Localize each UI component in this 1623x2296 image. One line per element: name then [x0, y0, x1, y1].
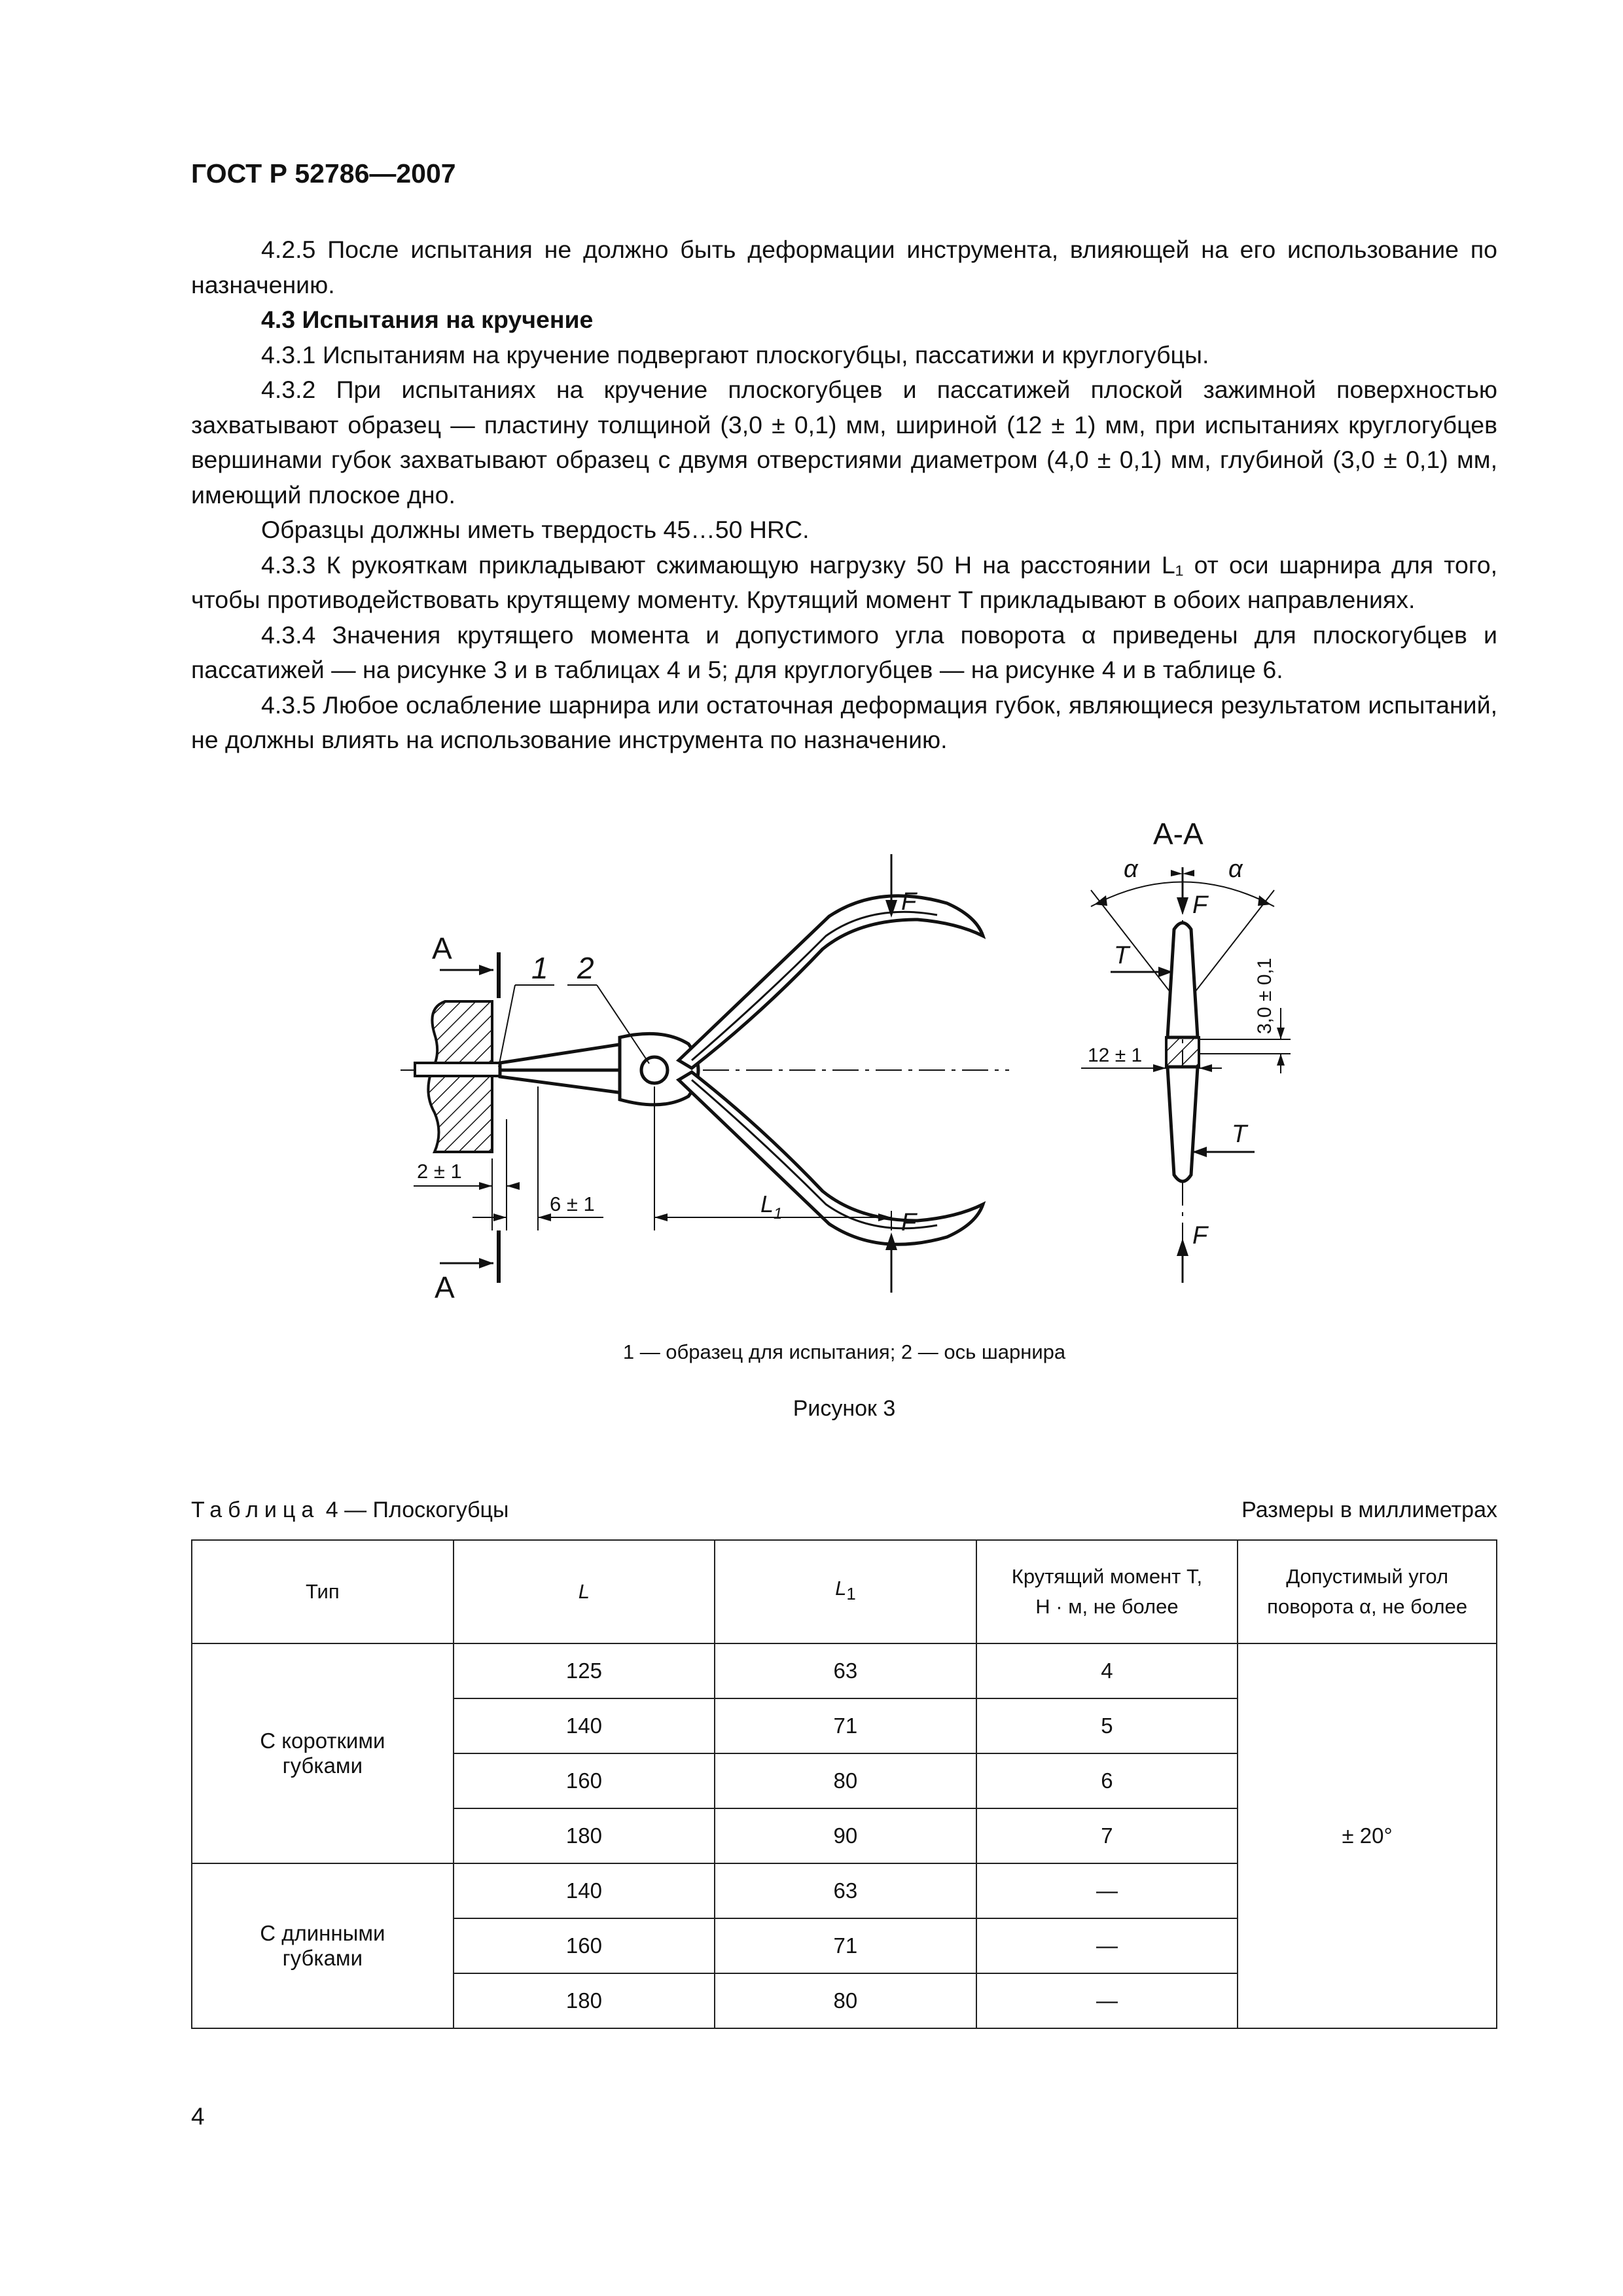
table-title: Таблица 4 — Плоскогубцы — [191, 1498, 509, 1522]
dim-2-label: 2 ± 1 — [417, 1160, 462, 1183]
section-title: А-А — [1153, 817, 1204, 851]
table-row: 160 71 — — [192, 1918, 1497, 1973]
table-row: С короткими губками 125 63 4 ± 20° — [192, 1643, 1497, 1698]
paragraph-hardness: Образцы должны иметь твердость 45…50 HRC. — [261, 516, 810, 543]
table-units: Размеры в миллиметрах — [1241, 1498, 1497, 1522]
paragraph-4-2-5: 4.2.5 После испытания не должно быть деформации инструмента, влияющей на его использование по назначению. — [191, 236, 1497, 298]
section-heading-4-3: 4.3 Испытания на кручение — [261, 306, 594, 333]
pivot-circle — [641, 1057, 668, 1083]
upper-handle — [679, 896, 983, 1068]
header-torque: Крутящий момент T, Н · м, не более — [976, 1540, 1238, 1643]
dim-30-label: 3,0 ± 0,1 — [1254, 958, 1275, 1034]
table-4 — [191, 1539, 1497, 2029]
handle-section-top — [1168, 923, 1198, 1037]
document-header: ГОСТ Р 52786—2007 — [191, 158, 456, 188]
force-label-bottom-right: F — [1192, 1222, 1208, 1249]
table-row: 180 80 — — [192, 1973, 1497, 2028]
angle-value: ± 20° — [1238, 1643, 1497, 2028]
upper-jaw — [500, 1044, 636, 1070]
table-row: С длинными губками 140 63 — — [192, 1863, 1497, 1918]
group-label-long: С длинными губками — [192, 1863, 454, 2028]
group-label-short: С короткими губками — [192, 1643, 454, 1863]
paragraph-4-3-1: 4.3.1 Испытаниям на кручение подвергают плоскогубцы, пассатижи и круглогубцы. — [261, 340, 1209, 368]
dim-6-label: 6 ± 1 — [550, 1193, 595, 1215]
header-type: Тип — [192, 1540, 454, 1643]
torque-label-top: T — [1114, 942, 1130, 969]
section-label-a-top: А — [432, 931, 452, 965]
figure-legend: 1 — образец для испытания; 2 — ось шарнира — [622, 1340, 1066, 1363]
figure-caption: Рисунок 3 — [793, 1396, 896, 1421]
table-row: 160 80 6 — [192, 1753, 1497, 1808]
header-angle: Допустимый угол поворота α, не более — [1238, 1540, 1497, 1643]
pliers-torsion-test-diagram — [191, 812, 1497, 1329]
force-label-top: F — [901, 888, 917, 916]
header-l1: $L_1$ — [715, 1540, 976, 1643]
table-row: 180 90 7 — [192, 1808, 1497, 1863]
figure-3-drawing — [191, 812, 1497, 1329]
table-header-row — [192, 1540, 1497, 1643]
force-label-bottom: F — [901, 1209, 917, 1236]
table-row: 140 71 5 — [192, 1698, 1497, 1753]
paragraph-4-3-2: 4.3.2 При испытаниях на кручение плоскогубцев и пассатижей плоской зажимной поверхностью захватывают образец — пластину толщиной (3,0 ± 0,1) мм, шириной (12 ± 1) мм, при испытаниях круглогубцев вершинами губок захватывают образец с двумя отверстиями диаметром (4,0 ± 0,1) мм, глубиной (3,0 ± 0,1) мм, имеющий плоское дно. — [191, 376, 1497, 509]
dim-l1-label: $L_1$ — [760, 1191, 783, 1223]
lower-handle — [679, 1072, 983, 1244]
callout-2-label: 2 — [577, 951, 594, 985]
callout-1-label: 1 — [531, 951, 548, 985]
alpha-label-left: α — [1124, 855, 1138, 883]
header-l: L — [454, 1540, 715, 1643]
alpha-label-right: α — [1228, 855, 1243, 883]
handle-section-bottom — [1168, 1067, 1198, 1181]
torque-label-bottom: T — [1232, 1121, 1247, 1148]
section-label-a-bottom: А — [435, 1270, 455, 1304]
callout-1-leader — [499, 985, 515, 1067]
force-label-top-right: F — [1192, 891, 1208, 919]
paragraph-4-3-5: 4.3.5 Любое ослабление шарнира или остаточная деформация губок, являющиеся результатом испытаний, не должны влиять на использование инструмента по назначению. — [191, 691, 1497, 753]
page-number: 4 — [191, 2103, 205, 2130]
specimen-section — [1166, 1037, 1199, 1067]
paragraph-4-3-3: 4.3.3 К рукояткам прикладывают сжимающую нагрузку 50 Н на расстоянии L₁ от оси шарнира для того, чтобы противодействовать крутящему моменту. Крутящий момент T прикладывают в обоих направлениях. — [191, 550, 1497, 613]
paragraph-4-3-4: 4.3.4 Значения крутящего момента и допустимого угла поворота α приведены для плоскогубцев и пассатижей — на рисунке 3 и в таблицах 4 и 5; для круглогубцев — на рисунке 4 и в таблице 6. — [191, 620, 1497, 683]
body-text — [191, 232, 1497, 758]
dim-12-label: 12 ± 1 — [1088, 1045, 1143, 1066]
